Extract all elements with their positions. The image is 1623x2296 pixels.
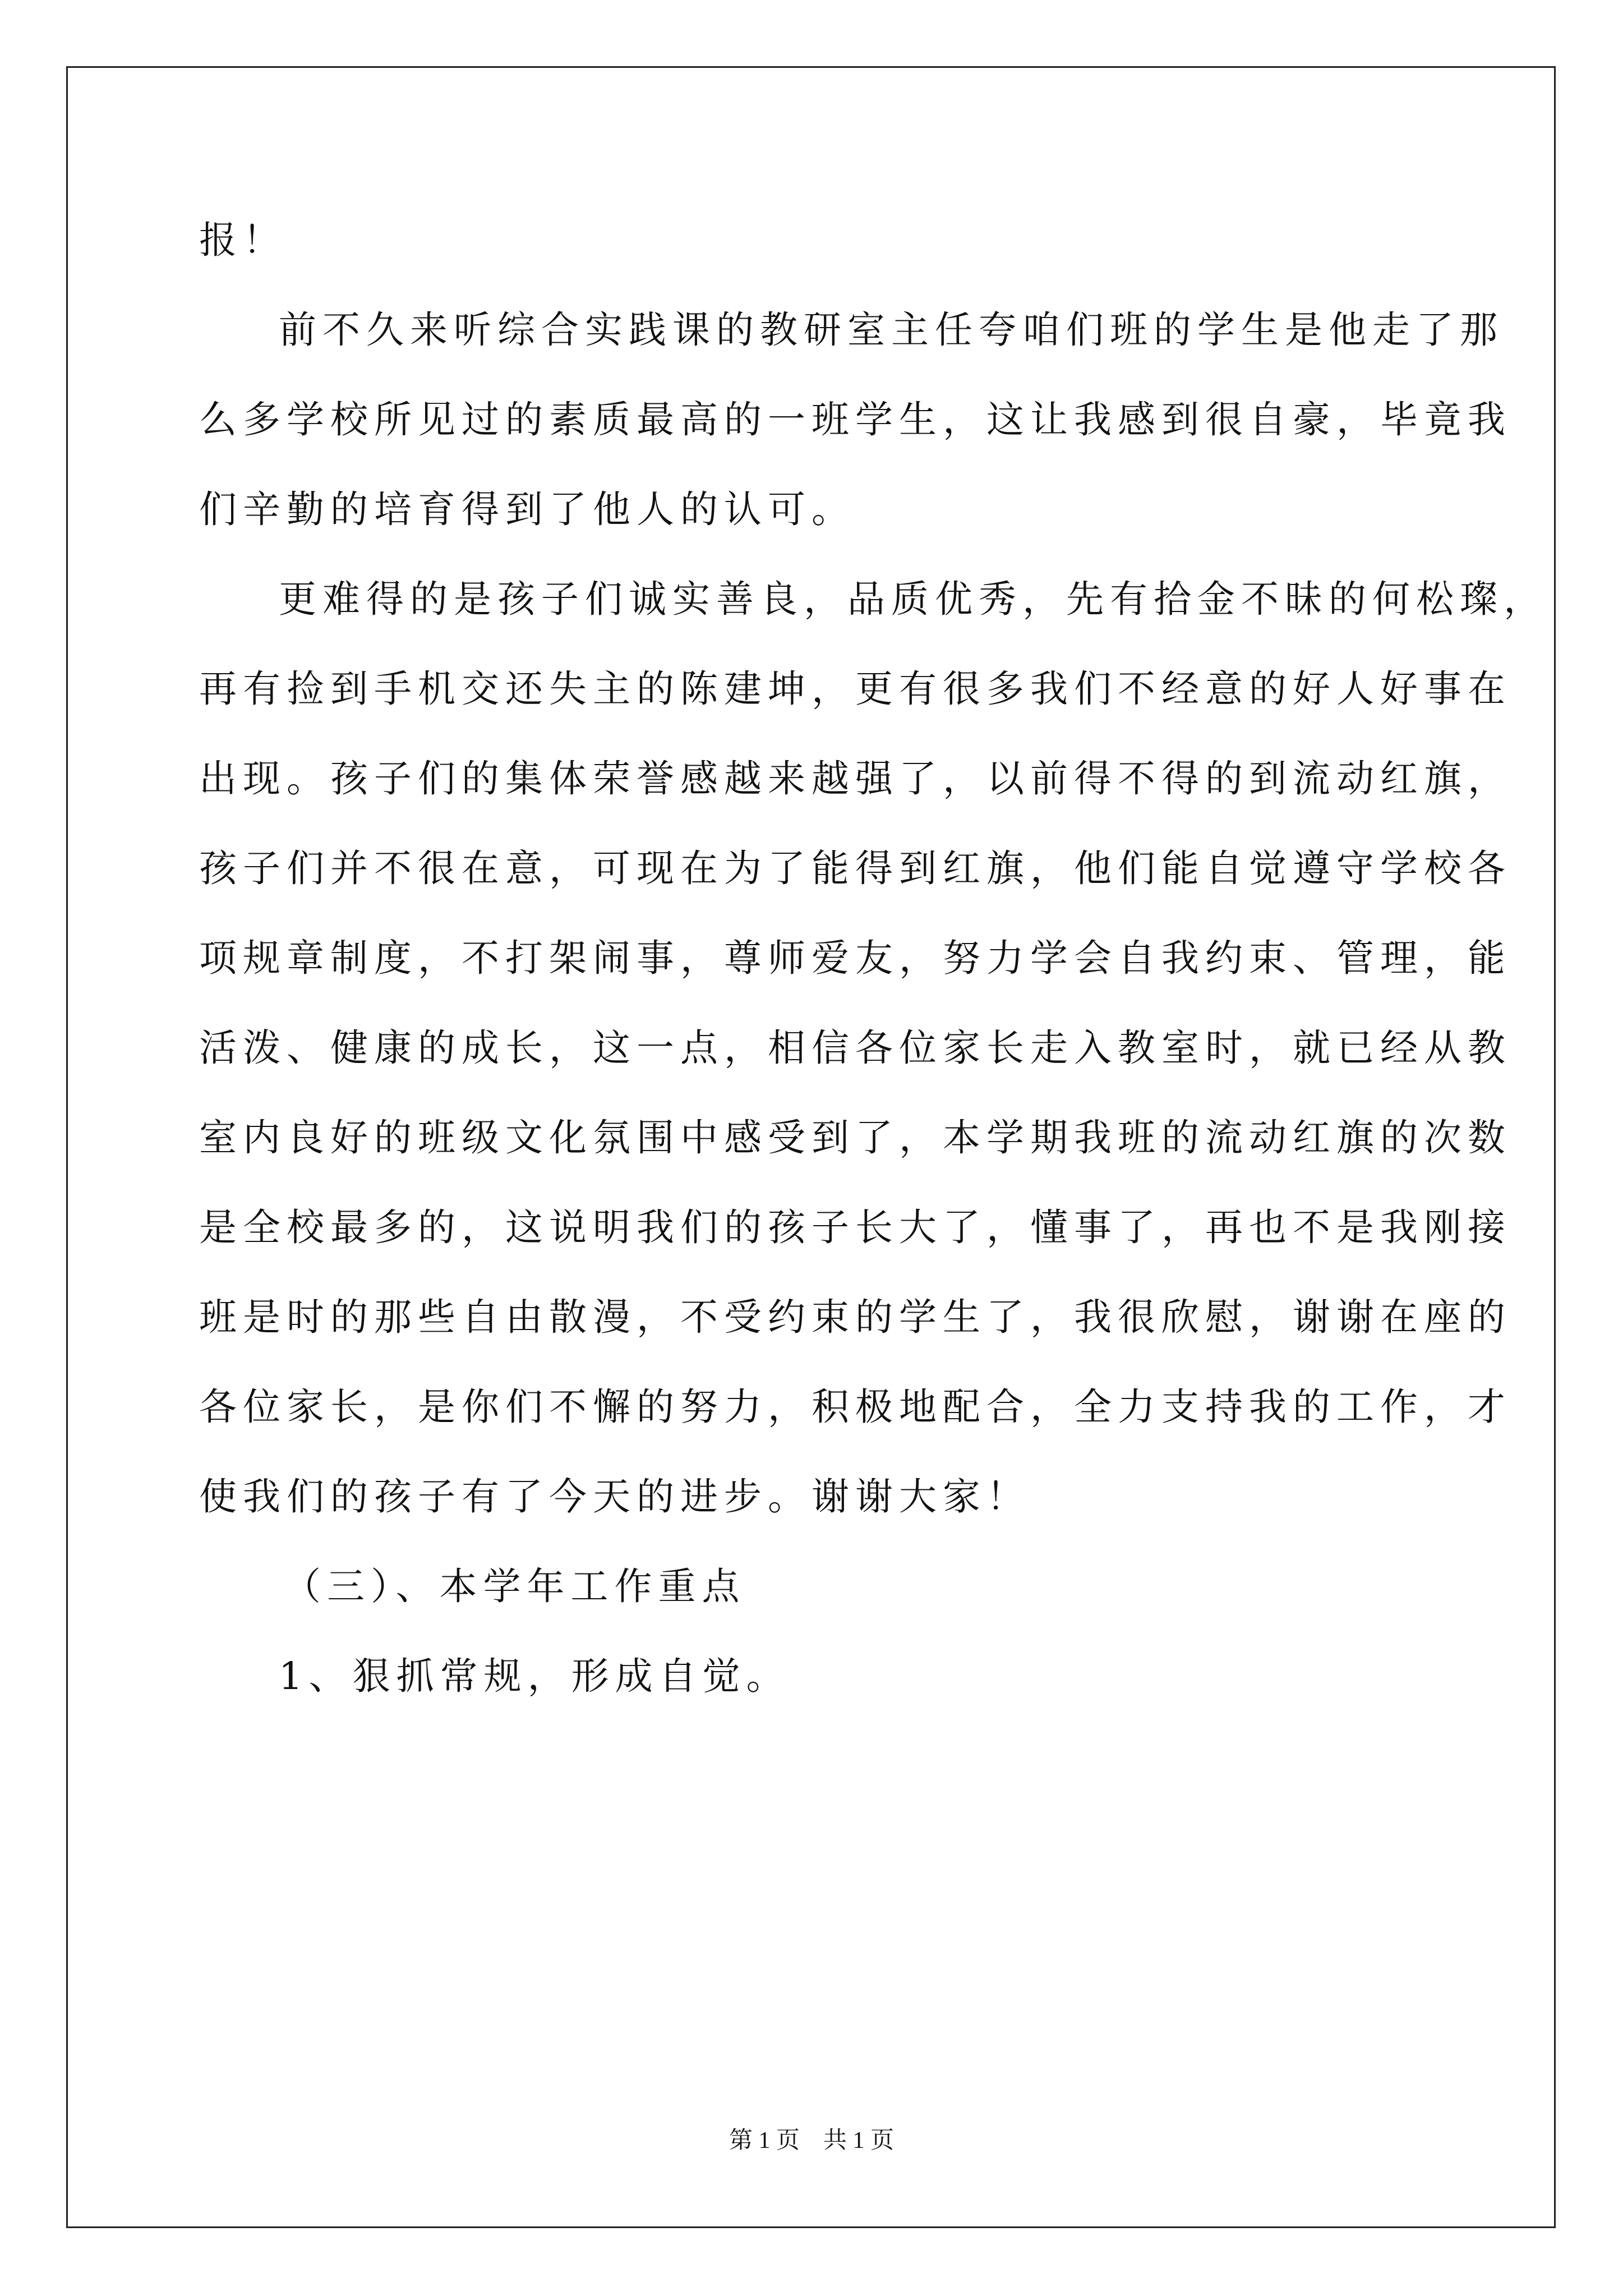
section-heading: （三）、本学年工作重点 <box>283 1565 746 1608</box>
text-line: 各位家长，是你们不懈的努力，积极地配合，全力支持我的工作，才 <box>199 1385 1511 1429</box>
page-total: 共 1 页 <box>823 2128 895 2154</box>
text-line: 们辛勤的培育得到了他人的认可。 <box>199 487 855 531</box>
list-item: 1、狠抓常规，形成自觉。 <box>279 1654 790 1698</box>
text-line: 再有捡到手机交还失主的陈建坤，更有很多我们不经意的好人好事在 <box>199 667 1511 711</box>
text-line: 使我们的孩子有了今天的进步。谢谢大家！ <box>199 1475 1030 1519</box>
text-line: 报！ <box>199 218 287 262</box>
text-line: 项规章制度，不打架闹事，尊师爱友，努力学会自我约束、管理，能 <box>199 936 1511 980</box>
text-line: 是全校最多的，这说明我们的孩子长大了，懂事了，再也不是我刚接 <box>199 1205 1511 1249</box>
text-line: 室内良好的班级文化氛围中感受到了，本学期我班的流动红旗的次数 <box>199 1116 1511 1159</box>
text-line: 孩子们并不很在意，可现在为了能得到红旗，他们能自觉遵守学校各 <box>199 846 1511 890</box>
text-line: 出现。孩子们的集体荣誉感越来越强了，以前得不得的到流动红旗， <box>199 757 1511 800</box>
page-footer <box>0 2129 1623 2152</box>
page-number: 第 1 页 <box>728 2128 800 2154</box>
paragraph-start: 更难得的是孩子们诚实善良，品质优秀，先有拾金不昧的何松璨， <box>279 577 1547 621</box>
text-line: 活泼、健康的成长，这一点，相信各位家长走入教室时，就已经从教 <box>199 1026 1511 1070</box>
text-line: 班是时的那些自由散漫，不受约束的学生了，我很欣慰，谢谢在座的 <box>199 1295 1511 1339</box>
text-line: 么多学校所见过的素质最高的一班学生，这让我感到很自豪，毕竟我 <box>199 398 1511 441</box>
paragraph-start: 前不久来听综合实践课的教研室主任夸咱们班的学生是他走了那 <box>279 308 1504 352</box>
